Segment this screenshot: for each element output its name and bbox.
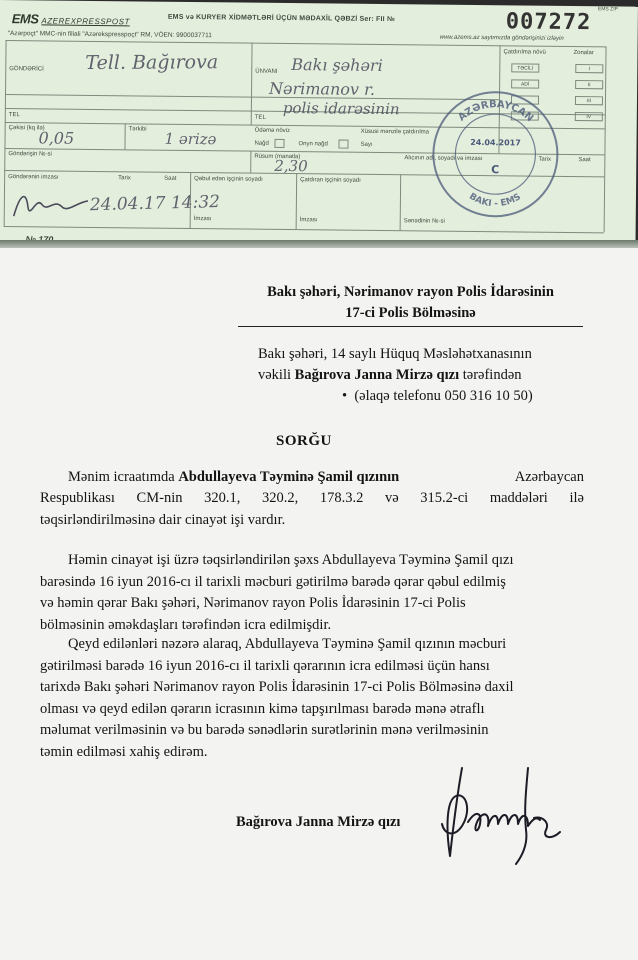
paragraph-3-line-4: olması və qeyd edilən qərarın icrasının kimə tapşırılması barədə mənə ətraflı [40, 700, 485, 717]
label-time-right: Saat [578, 157, 591, 164]
label-contents: Tərkibi [128, 126, 147, 133]
label-sender-signature: Göndərənin imzası [8, 174, 59, 181]
phone-line [342, 386, 533, 408]
addressee-line-1: Bakı şəhəri, Nərimanov rayon Polis İdarəsinin [267, 284, 554, 300]
from-lawyer-name: Bağırova Janna Mirzə qızı [294, 367, 460, 383]
paragraph-2-line-4: bölməsinin əməkdaşları tərəfindən icra edilmişdir. [40, 616, 332, 633]
label-sender: GÖNDƏRİCİ [9, 66, 44, 73]
ems-logo-subtext: AZEREXPRESSPOST [41, 16, 130, 27]
receipt-title: EMS və KURYER XİDMƏTLƏRİ ÜÇÜN MƏDAXİL QƏBZİ Ser: FII № [167, 13, 396, 24]
paragraph-1-line-3: təqsirləndirilməsinə dair cinayət işi vardır. [40, 511, 286, 528]
label-special-delivery: Xüsusi mənzilə çatdırılma [360, 128, 430, 136]
receipt-serial-number: 007272 [505, 9, 592, 36]
receipt-company: "Azərpoçt" MMC-nin filiali "Azərekspresspoçt" RM, VÖEN: 9900037711 [7, 30, 212, 40]
handwritten-price: 2,30 [274, 156, 308, 176]
handwritten-weight: 0,05 [38, 128, 75, 148]
receipt-sender-signature [10, 186, 92, 225]
from-suffix: tərəfindən [459, 367, 522, 383]
paragraph-2-line-1: Həmin cinayət işi üzrə təqsirləndirilən şəxs Abdullayeva Təyminə Şamil qızı [68, 552, 514, 568]
label-delivered-by: Çatdıran işçinin soyadı [300, 177, 361, 184]
label-date: Tarix [118, 175, 131, 182]
p1-accused-name: Abdullayeva Təyminə Şamil qızının [178, 469, 400, 485]
paragraph-1-line-1 [68, 467, 584, 489]
receipt-rule [400, 174, 402, 230]
handwritten-signature [432, 760, 572, 870]
paragraph-3 [40, 634, 584, 763]
paragraph-3-line-5: məlumat verilməsinin və bu barədə sənədlərin surətlərinin mənə verilməsinin [40, 722, 489, 738]
box-regular: ADİ [511, 79, 539, 88]
paragraph-2-line-2: barəsində 16 iyun 2016-cı il tarixli məcburi gətirilmə barədə qərar qəbul edilmiş [40, 573, 506, 590]
signer-name: Bağırova Janna Mirzə qızı [236, 814, 401, 830]
receipt-rule [4, 40, 7, 226]
p1-word: 320.2, [261, 490, 299, 506]
from-role: vəkili [258, 367, 295, 383]
paragraph-3-line-2: gətirilməsi barədə 16 iyun 2016-cı il tarixli qərarının icra edilməsi üçün hansı [40, 657, 490, 674]
handwritten-date-time: 24.04.17 14:32 [89, 192, 221, 216]
label-document-number: Sənədinin №-si [403, 218, 445, 225]
p1-country: Azərbaycan [514, 469, 584, 485]
paragraph-1 [68, 467, 584, 489]
label-tel: TEL [8, 112, 20, 119]
receipt-tracking-note: www.azems.az saytımızda göndərişinizi izləyin [439, 34, 564, 42]
paragraph-2-line-3: və həmin qərar Bakı şəhəri, Nərimanov rayon Polis İdarəsinin 17-ci Polis [40, 595, 466, 611]
label-shipment-number: Göndərişin №-si [8, 151, 52, 158]
p1-word: 320.1, [204, 490, 241, 506]
label-payment: Ödəmə növü: [254, 127, 291, 135]
p1-word: 315.2-ci [420, 490, 469, 506]
receipt-rule [296, 173, 298, 229]
label-zones: Zonalar [573, 50, 594, 57]
receipt-rule [250, 151, 251, 173]
label-time: Saat [164, 175, 177, 182]
paragraph-3-line-3: tarixdə Bakı şəhəri Nərimanov rayon Polis İdarəsinin 17-ci Polis Bölməsinə daxil [40, 679, 514, 695]
handwritten-sender-name: Tell. Bağırova [85, 51, 219, 75]
handwritten-address-2: Nərimanov r. [268, 78, 376, 99]
p1-text: Mənim icraatımda [68, 469, 179, 485]
addressee-line-2: 17-ci Polis Bölməsinə [345, 305, 476, 321]
p1-word: Respublikası [40, 490, 115, 506]
p1-word: və [384, 490, 399, 506]
stamp-bottom-text: BAKI - EMS [467, 191, 523, 210]
box-zone-iii: III [575, 96, 603, 105]
label-accepted-by: Qəbul edən işçinin soyadı [194, 176, 263, 183]
paragraph-3-line-6: təmin edilməsi xahiş edirəm. [40, 743, 208, 760]
receipt-rule [251, 43, 253, 125]
from-line-2 [258, 365, 522, 387]
p1-word: ilə [569, 490, 584, 506]
label-date-right: Tarix [538, 156, 552, 163]
receipt-rule [124, 123, 125, 149]
checkbox-transfer [338, 140, 348, 149]
label-signature: İmzası [193, 216, 212, 223]
postal-stamp [428, 86, 563, 221]
p1-word: CM-nin [136, 490, 183, 506]
label-cash: Nağd [254, 140, 269, 147]
box-urgent: TƏCİLİ [511, 63, 539, 72]
bullet-icon: • [342, 388, 348, 404]
receipt-corner-code: EMS ZIP [597, 6, 618, 13]
receipt-rule [604, 46, 607, 232]
phone-text: (əlaqə telefonu 050 316 10 50) [354, 388, 533, 404]
stamp-top-text: AZƏRBAYCAN [456, 99, 536, 125]
letter-page [0, 248, 638, 960]
box-zone-iv: IV [575, 112, 603, 121]
stamp-date: 24.04.2017 [470, 137, 521, 148]
paragraph-1-line-2 [40, 488, 584, 510]
addressee-underline [238, 326, 583, 327]
svg-text:AZƏRBAYCAN [456, 99, 535, 125]
ems-receipt [0, 0, 638, 255]
label-count: Sayı [360, 141, 373, 148]
label-transfer: Onyn nağd [298, 141, 328, 148]
label-address: ÜNVANI [255, 68, 278, 75]
from-line-1: Bakı şəhəri, 14 saylı Hüquq Məsləhətxanasının [258, 346, 532, 362]
label-weight: Çəkisi (kq ilə) [8, 125, 45, 132]
checkbox-cash [274, 139, 284, 148]
label-delivery-type: Çatdırılma növü [503, 49, 546, 56]
label-tel-2: TEL [254, 114, 266, 121]
handwritten-address-1: Bakı şəhəri [291, 55, 383, 76]
ems-logo-text: EMS [11, 11, 39, 27]
label-addressee-info: Alıcının adı, soyadı və imzası [404, 155, 483, 163]
box-zone-i: I [575, 64, 603, 73]
p1-word: maddələri [489, 490, 548, 506]
receipt-rule [5, 94, 251, 98]
box-zone-ii: II [575, 80, 603, 89]
label-signature-2: İmzası [299, 217, 318, 224]
receipt-rule [4, 226, 604, 233]
paragraph-3-line-1: Qeyd edilənləri nəzərə alaraq, Abdullayeva Təyminə Şamil qızının məcburi [68, 636, 507, 652]
stamp-letter: C [491, 163, 500, 177]
handwritten-contents: 1 ərizə [164, 129, 217, 149]
paragraph-1-cont [40, 488, 584, 531]
paragraph-2 [40, 550, 584, 636]
label-price: Rüsum (manatla) [254, 153, 301, 161]
ems-logo [12, 10, 140, 29]
p1-word: 178.3.2 [319, 490, 364, 506]
handwritten-address-3: polis idarəsinin [282, 98, 400, 119]
letter-title: SORĞU [276, 433, 332, 449]
